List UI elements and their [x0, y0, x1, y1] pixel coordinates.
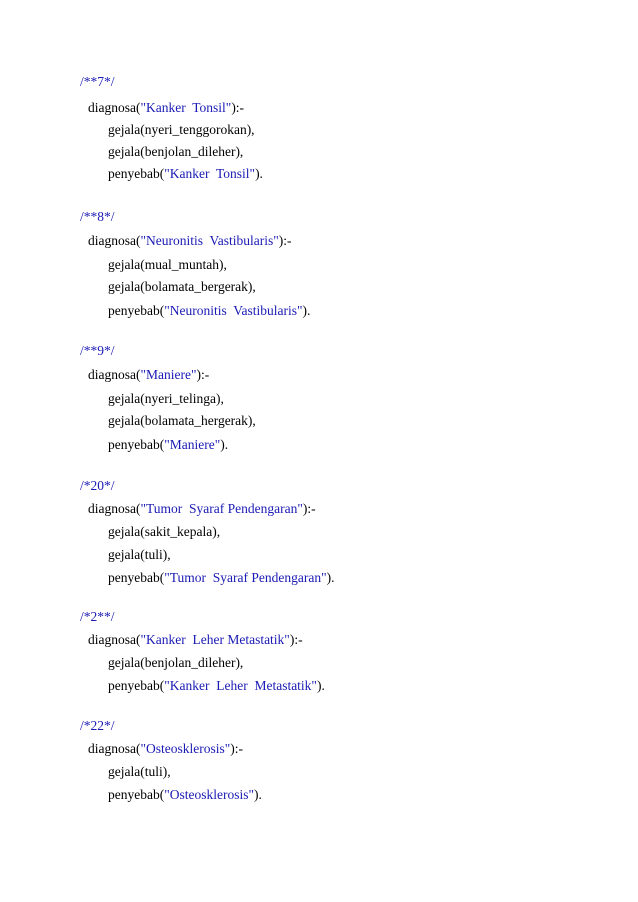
rule-body-line: penyebab("Osteosklerosis"). [108, 787, 262, 802]
rule-body-line: gejala(benjolan_dileher), [108, 144, 244, 159]
rule-body-line: gejala(tuli), [108, 547, 171, 562]
rule-comment: /**8*/ [80, 209, 115, 224]
diagnosa-head: diagnosa("Osteosklerosis"):- [88, 741, 244, 756]
rule-body-line: gejala(bolamata_hergerak), [108, 413, 256, 428]
rule-body-line: gejala(mual_muntah), [108, 257, 227, 272]
rule-body-line: gejala(nyeri_telinga), [108, 391, 224, 406]
rule-body-line: gejala(nyeri_tenggorokan), [108, 122, 255, 137]
rule-body-line: penyebab("Kanker Leher Metastatik"). [108, 678, 325, 693]
rule-body-line: penyebab("Neuronitis Vastibularis"). [108, 303, 311, 318]
diagnosa-head: diagnosa("Tumor Syaraf Pendengaran"):- [88, 501, 316, 516]
rule-comment: /*20*/ [80, 478, 115, 493]
diagnosa-head: diagnosa("Neuronitis Vastibularis"):- [88, 233, 292, 248]
rule-comment: /*22*/ [80, 718, 115, 733]
rule-comment: /**9*/ [80, 343, 115, 358]
rule-body-line: penyebab("Kanker Tonsil"). [108, 166, 263, 181]
diagnosa-head: diagnosa("Maniere"):- [88, 367, 210, 382]
rule-body-line: gejala(bolamata_bergerak), [108, 279, 256, 294]
rule-body-line: gejala(sakit_kepala), [108, 524, 221, 539]
rule-body-line: gejala(benjolan_dileher), [108, 655, 244, 670]
rule-body-line: gejala(tuli), [108, 764, 171, 779]
rule-comment: /**7*/ [80, 74, 115, 89]
diagnosa-head: diagnosa("Kanker Leher Metastatik"):- [88, 632, 303, 647]
rule-body-line: penyebab("Maniere"). [108, 437, 229, 452]
rule-body-line: penyebab("Tumor Syaraf Pendengaran"). [108, 570, 335, 585]
rule-comment: /*2**/ [80, 609, 115, 624]
diagnosa-head: diagnosa("Kanker Tonsil"):- [88, 100, 245, 115]
